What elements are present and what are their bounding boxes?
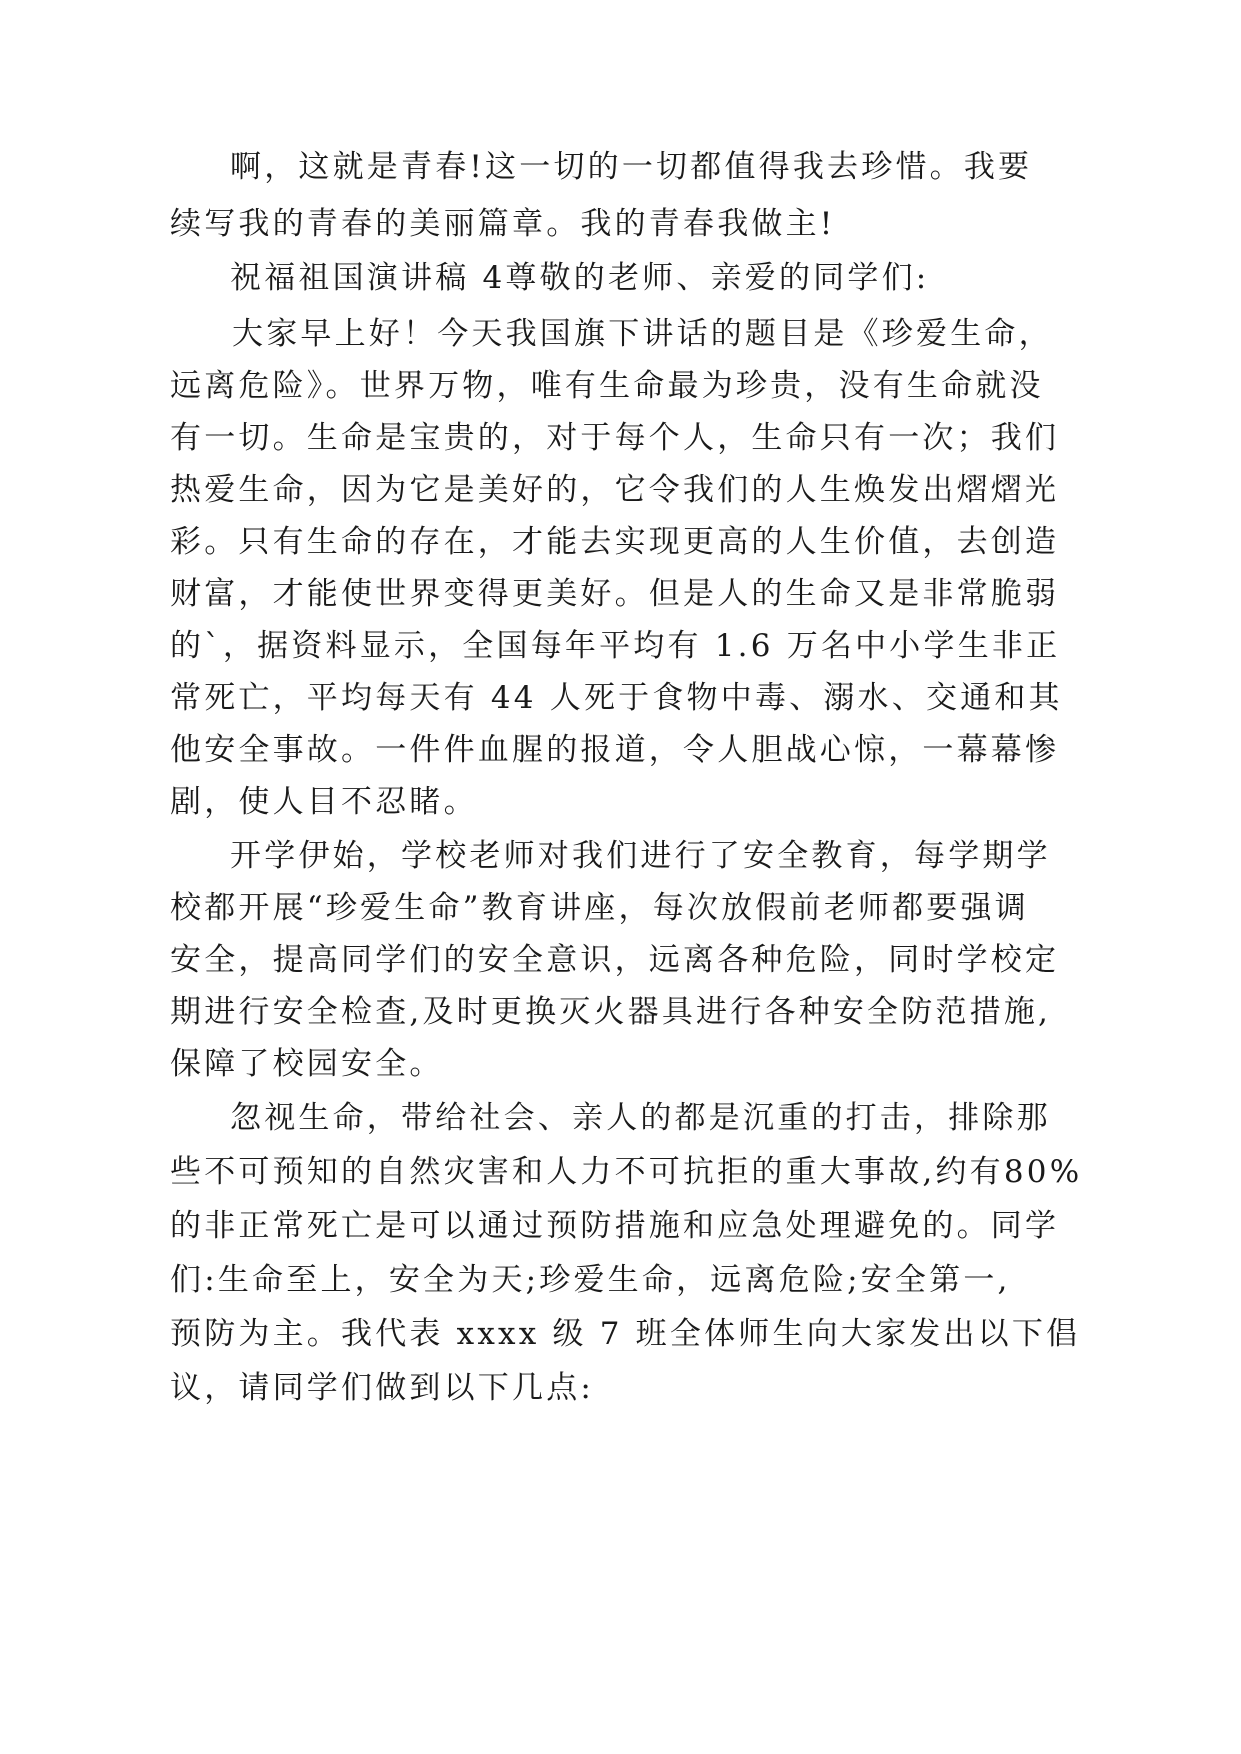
text-line-17: 期进行安全检查,及时更换灭火器具进行各种安全防范措施, [170,994,1052,1030]
text-line-11: 常死亡，平均每天有 44 人死于食物中毒、溺水、交通和其 [170,680,1063,716]
text-line-9: 财富，才能使世界变得更美好。但是人的生命又是非常脆弱 [170,576,1060,612]
text-line-15: 校都开展“珍爱生命”教育讲座，每次放假前老师都要强调 [170,890,1029,926]
text-line-22: 们:生命至上，安全为天;珍爱生命，远离危险;安全第一, [170,1262,1011,1298]
text-line-4: 大家早上好！今天我国旗下讲话的题目是《珍爱生命， [232,316,1053,352]
text-line-23: 预防为主。我代表 xxxx 级 7 班全体师生向大家发出以下倡 [170,1316,1081,1352]
text-line-5: 远离危险》。世界万物，唯有生命最为珍贵，没有生命就没 [170,368,1044,404]
text-line-3: 祝福祖国演讲稿 4尊敬的老师、亲爱的同学们: [230,260,930,296]
text-line-24: 议，请同学们做到以下几点: [170,1370,595,1406]
text-line-19: 忽视生命，带给社会、亲人的都是沉重的打击，排除那 [230,1100,1051,1136]
text-line-18: 保障了校园安全。 [170,1046,444,1082]
text-line-8: 彩。只有生命的存在，才能去实现更高的人生价值，去创造 [170,524,1060,560]
text-line-13: 剧，使人目不忍睹。 [170,784,478,820]
text-line-1: 啊，这就是青春!这一切的一切都值得我去珍惜。我要 [230,149,1033,185]
text-line-12: 他安全事故。一件件血腥的报道，令人胆战心惊，一幕幕惨 [170,732,1060,768]
text-line-10: 的`，据资料显示，全国每年平均有 1.6 万名中小学生非正 [170,628,1061,664]
text-line-7: 热爱生命，因为它是美好的，它令我们的人生焕发出熠熠光 [170,472,1060,508]
text-line-6: 有一切。生命是宝贵的，对于每个人，生命只有一次；我们 [170,420,1060,456]
text-line-14: 开学伊始，学校老师对我们进行了安全教育，每学期学 [230,838,1051,874]
text-line-2: 续写我的青春的美丽篇章。我的青春我做主! [170,206,836,242]
text-line-16: 安全，提高同学们的安全意识，远离各种危险，同时学校定 [170,942,1060,978]
text-line-21: 的非正常死亡是可以通过预防措施和应急处理避免的。同学 [170,1208,1060,1244]
text-line-20: 些不可预知的自然灾害和人力不可抗拒的重大事故,约有80% [170,1154,1083,1190]
